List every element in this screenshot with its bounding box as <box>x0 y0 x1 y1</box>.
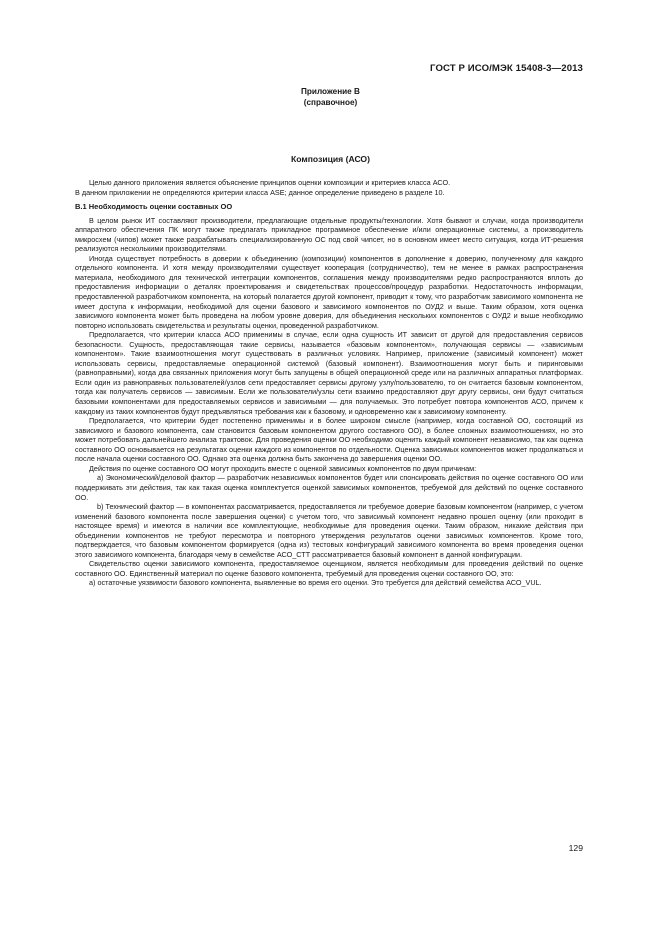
standard-header: ГОСТ Р ИСО/МЭК 15408-3—2013 <box>430 63 583 74</box>
page-title: Композиция (АСО) <box>291 154 370 164</box>
body-paragraph: Иногда существует потребность в доверии к объединению (композиции) компонентов в дополнение к доверию, полученному для каждого отдельного компонента. И хотя между производителями существует кооперация (сотрудничество), тем не менее в рамках распространения материала, необходимого для технической интеграции компонентов, соглашения между производителями редко распространяются вплоть до предоставления информации о деталях проектирования и свидетельствах процессов/процедур разработки. Недостаточность информации, предоставленной разработчиком компонента, на который полагается другой компонент, приводит к тому, что разработчик зависимого компонента не имеет доступа к информации, необходимой для оценки базового и зависимого компонентов по ОУД2 и выше. Таким образом, хотя оценка зависимого компонента может быть проведена на любом уровне доверия, для объединения нескольких компонентов с ОУД2 и выше необходимо повторно использовать свидетельства и результаты оценки, проведенной разработчиком. <box>75 253 583 330</box>
page-number: 129 <box>568 843 583 853</box>
section-heading: В.1 Необходимость оценки составных ОО <box>75 202 233 212</box>
body-paragraph: Предполагается, что критерии класса АСО применимы в случае, если одна сущность ИТ зависит от другой для предоставления сервисов безопасности. Сущность, предоставляющая такие сервисы, называется «базовым компонентом», получающая сервисы — «зависимым компонентом». Такие взаимоотношения могут существовать в различных условиях. Например, приложение (зависимый компонент) может использовать сервисы, предоставляемые операционной системой (базовый компонент). Взаимоотношения могут быть и пиринговыми (равноправными), когда два связанных приложения могут быть запущены в общей операционной среде или на различных аппаратных платформах. Если один из равноправных пользователей/узлов сети предоставляет сервисы другому узлу/пользователю, то он считается базовым компонентом, тогда как получатель сервисов — зависимым. Если же пользователи/узлы сети взаимно предоставляют друг другу сервисы, они будут считаться базовыми компонентами для предоставляемых сервисов и зависимыми — для получаемых. Это потребует повтора компонентов АСО, причем к каждому из таких компонентов будут предъявляться требования как к базовому, и одновременно как к зависимому компоненту. <box>75 330 583 416</box>
document-body <box>75 178 583 588</box>
annex-subtitle: (справочное) <box>303 97 358 107</box>
body-paragraph: В целом рынок ИТ составляют производители, предлагающие отдельные продукты/технологии. Хотя бывают и случаи, когда производители аппаратного обеспечения ПК могут также предлагать прикладное программное обеспечение и/или операционные системы, а производитель микросхем (чипов) может также разрабатывать специализированную ОС под свой чипсет, но в основном имеет место ситуация, когда ИТ-решения реализуются несколькими производителями. <box>75 215 583 254</box>
intro-paragraph: В данном приложении не определяются критерии класса ASE; данное определение приведено в разделе 10. <box>75 187 445 197</box>
body-paragraph: Свидетельство оценки зависимого компонента, предоставляемое оценщиком, является необходимым для проведения действий по оценке составного ОО. Единственный материал по оценке базового компонента, требуемый для проведения оценки составного ОО, это: <box>75 559 583 578</box>
intro-paragraph: Целью данного приложения является объяснение принципов оценки композиции и критериев класса АСО. <box>89 178 451 187</box>
annex-label <box>0 87 661 108</box>
body-paragraph: Действия по оценке составного ОО могут проходить вместе с оценкой зависимых компонентов по двум причинам: <box>89 463 477 473</box>
body-paragraph: а) остаточные уязвимости базового компонента, выявленные во время его оценки. Это требуется для действий семейства АСО_VUL. <box>89 578 542 588</box>
list-item: а) Экономический/деловой фактор — разработчик независимых компонентов будет или спонсировать действия по оценке составного ОО или поддерживать эти действия, так как такая оценка комплектуется оценкой зависимых компонентов, требуемой для действий по оценке составного ОО. <box>75 473 583 502</box>
list-item: b) Технический фактор — в компонентах рассматривается, предоставляется ли требуемое доверие базовым компонентом (например, с учетом изменений базового компонента после завершения оценки) с учетом того, что зависимый компонент недавно прошел оценку (или проходит в настоящее время) и имеются в наличии все комплектующие, необходимые для проведения оценки. Таким образом, никакие действия при объединении компонентов не требуют пересмотра и повторного утверждения результатов оценки зависимых компонентов. Кроме того, подтверждается, что базовым компонентом формируется (одна из) тестовых конфигураций зависимого компонента во время проведения оценки этого зависимого компонента, благодаря чему в семействе АСО_СТТ рассматривается базовый компонент в данной конфигурации. <box>75 502 583 559</box>
annex-title: Приложение В <box>301 87 360 96</box>
body-paragraph: Предполагается, что критерии будет постепенно применимы и в более широком смысле (например, когда составной ОО, состоящий из зависимого и базового компонента, сам становится базовым компонентом другого составного ОО), в более сложных взаимоотношениях, но это может потребовать дальнейшего анализа трактовок. Для проведения оценки ОО необходимо оценить каждый компонент независимо, так как оценка составного ОО основывается на результатах оценки каждого из компонентов по отдельности. Оценка зависимых компонентов может продолжаться и после начала оценки составного ОО. Однако эта оценка должна быть закончена до завершения оценки ОО. <box>75 416 583 464</box>
